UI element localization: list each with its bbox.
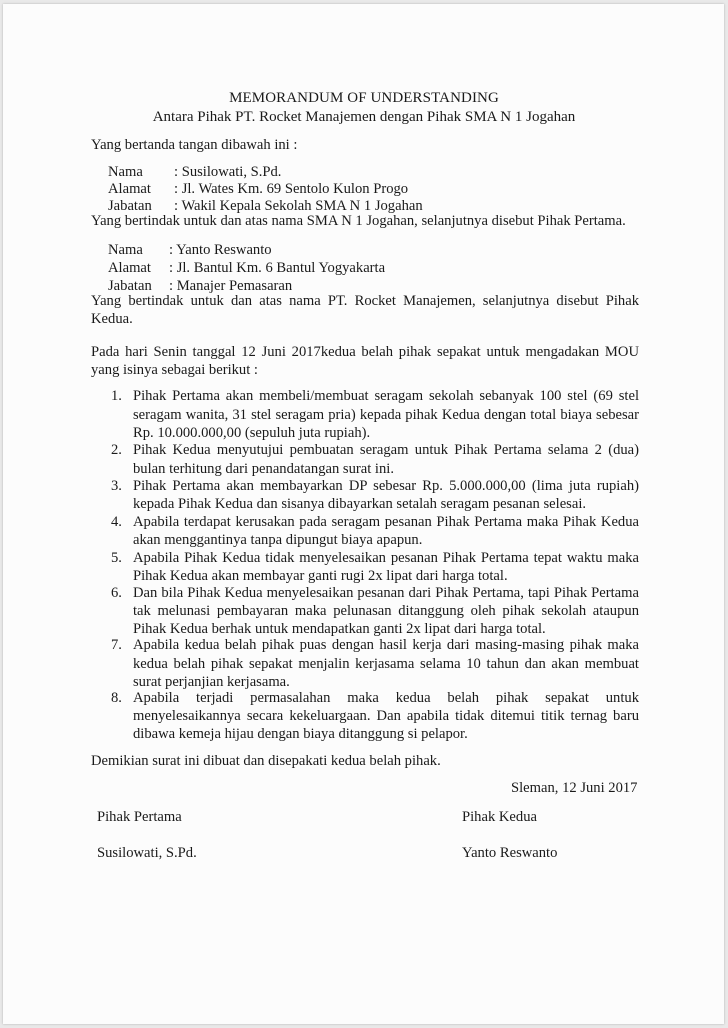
party2-alamat-label: Alamat <box>108 260 151 276</box>
sign-right-name: Yanto Reswanto <box>462 845 558 861</box>
party1-nama-value: : Susilowati, S.Pd. <box>174 164 282 180</box>
party2-jabatan-label: Jabatan <box>108 278 152 294</box>
term-number: 1. <box>111 388 122 404</box>
sign-right-role: Pihak Kedua <box>462 809 537 825</box>
term-line: Pihak Kedua berhak untuk mendapatkan ganti 2x lipat dari harga total. <box>133 621 546 637</box>
opening-line2: yang isinya sebagai berikut : <box>91 362 258 378</box>
term-line: menyelesaikannya secara kekeluargaan. Dan apabila tidak ditemui titik ternag baru <box>133 708 639 724</box>
party1-alamat-row <box>108 181 408 198</box>
term-number: 7. <box>111 637 122 653</box>
party2-nama-row <box>108 242 272 259</box>
term-line: kepada Pihak Kedua dan sisanya dibayarkan setalah seragam pesanan selesai. <box>133 496 587 512</box>
party1-alamat-label: Alamat <box>108 181 151 197</box>
term-line: dibawa kemeja hijau dengan biaya ditanggung si pelapor. <box>133 726 468 742</box>
party1-nama-label: Nama <box>108 164 143 180</box>
party2-alamat-value: : Jl. Bantul Km. 6 Bantul Yogyakarta <box>169 260 386 276</box>
party2-nama-label: Nama <box>108 242 143 258</box>
term-number: 3. <box>111 478 122 494</box>
term-line: Pihak Kedua akan membayar ganti rugi 2x lipat dari harga total. <box>133 568 508 584</box>
sign-left-role: Pihak Pertama <box>97 809 182 825</box>
intro-text: Yang bertanda tangan dibawah ini : <box>91 137 298 153</box>
document-subtitle: Antara Pihak PT. Rocket Manajemen dengan Pihak SMA N 1 Jogahan <box>152 109 576 125</box>
party2-statement-line2: Kedua. <box>91 311 133 327</box>
term-number: 6. <box>111 585 122 601</box>
party1-jabatan-label: Jabatan <box>108 198 152 214</box>
term-line: akan menggantinya tanpa dipungut biaya apapun. <box>133 532 423 548</box>
term-number: 2. <box>111 442 122 458</box>
term-line: Pihak Pertama akan membeli/membuat seragam sekolah sebanyak 100 stel (69 stel <box>133 388 639 404</box>
party1-statement: Yang bertindak untuk dan atas nama SMA N 1 Jogahan, selanjutnya disebut Pihak Pertama. <box>91 213 626 229</box>
term-line: Rp. 10.000.000,00 (sepuluh juta rupiah). <box>133 425 371 441</box>
party2-alamat-row <box>108 260 385 277</box>
closing-text: Demikian surat ini dibuat dan disepakati kedua belah pihak. <box>91 753 441 769</box>
term-line: Pihak Pertama akan membayarkan DP sebesar Rp. 5.000.000,00 (lima juta rupiah) <box>133 478 639 494</box>
term-line: Apabila terjadi permasalahan maka kedua belah pihak sepakat untuk <box>133 690 639 706</box>
party2-jabatan-value: : Manajer Pemasaran <box>169 278 293 294</box>
term-line: tak melunasi pembayaran maka pelunasan ditanggung oleh pihak sekolah ataupun <box>133 603 639 619</box>
document-title: MEMORANDUM OF UNDERSTANDING <box>229 90 499 106</box>
party1-alamat-value: : Jl. Wates Km. 69 Sentolo Kulon Progo <box>174 181 409 197</box>
term-number: 5. <box>111 550 122 566</box>
term-line: Pihak Kedua menyutujui pembuatan seragam untuk Pihak Pertama selama 2 (dua) <box>133 442 639 458</box>
opening-line1: Pada hari Senin tanggal 12 Juni 2017kedua belah pihak sepakat untuk mengadakan MOU <box>91 344 639 360</box>
place-date: Sleman, 12 Juni 2017 <box>511 780 638 796</box>
term-line: Apabila kedua belah pihak puas dengan hasil kerja dari masing-masing pihak maka <box>133 637 639 653</box>
term-line: kedua belah pihak sepakat menjalin kerjasama selama 10 tahun dan akan membuat <box>133 656 639 672</box>
party2-nama-value: : Yanto Reswanto <box>169 242 272 258</box>
term-line: surat perjanjian kerjasama. <box>133 674 290 690</box>
term-line: seragam wanita, 31 stel seragam pria) kepada pihak Kedua dengan total biaya sebesar <box>133 407 639 423</box>
party1-nama-row <box>108 164 281 181</box>
term-line: Dan bila Pihak Kedua menyelesaikan pesanan dari Pihak Pertama, tapi Pihak Pertama <box>133 585 639 601</box>
sign-left-name: Susilowati, S.Pd. <box>97 845 197 861</box>
party1-jabatan-value: : Wakil Kepala Sekolah SMA N 1 Jogahan <box>174 198 423 214</box>
term-number: 8. <box>111 690 122 706</box>
term-line: Apabila Pihak Kedua tidak menyelesaikan pesanan Pihak Pertama tepat waktu maka <box>133 550 639 566</box>
party2-statement-line1: Yang bertindak untuk dan atas nama PT. Rocket Manajemen, selanjutnya disebut Pihak <box>91 293 639 309</box>
term-number: 4. <box>111 514 122 530</box>
term-line: Apabila terdapat kerusakan pada seragam pesanan Pihak Pertama maka Pihak Kedua <box>133 514 639 530</box>
term-line: bulan terhitung dari penandatangan surat ini. <box>133 461 394 477</box>
